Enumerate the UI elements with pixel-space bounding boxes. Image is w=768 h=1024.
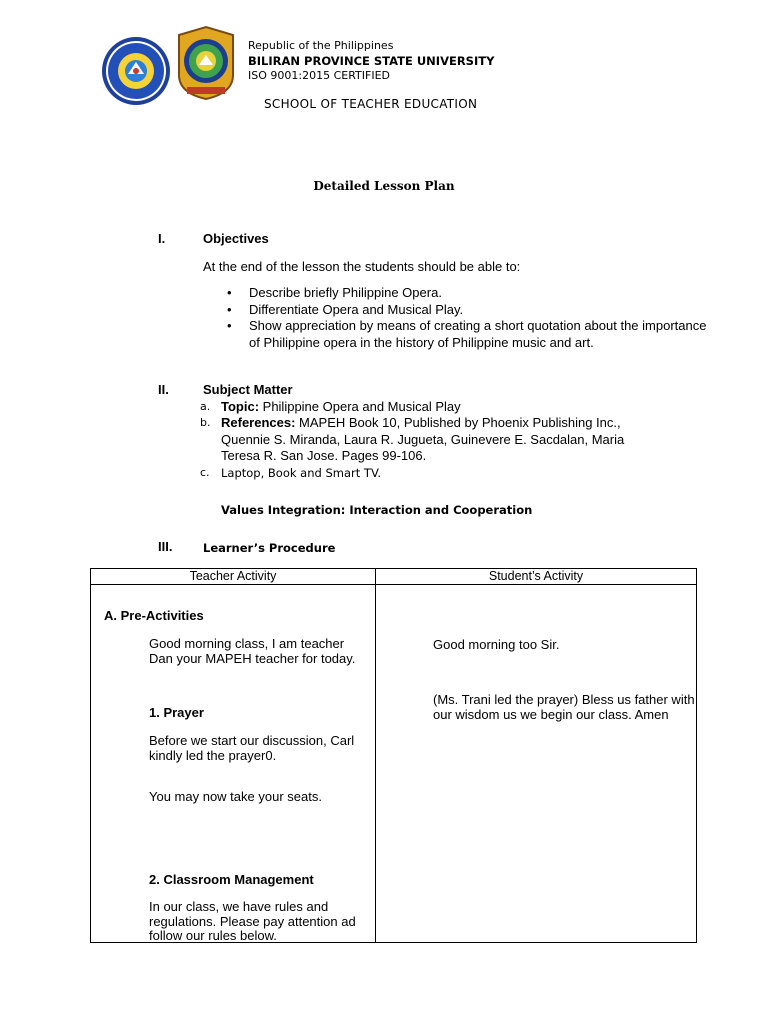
objectives-intro: At the end of the lesson the students should be able to: xyxy=(203,259,521,274)
procedure-table xyxy=(90,568,697,943)
bipsu-seal-logo xyxy=(101,36,171,106)
teacher-prayer-text: Before we start our discussion, Carl kindly led the prayer0. xyxy=(149,733,355,763)
objective-item: • Differentiate Opera and Musical Play. xyxy=(249,302,719,319)
section-numeral-procedure: III. xyxy=(158,539,173,554)
header-university: BILIRAN PROVINCE STATE UNIVERSITY xyxy=(248,54,495,68)
objective-item: • Describe briefly Philippine Opera. xyxy=(249,285,719,302)
values-integration: Values Integration: Interaction and Cooperation xyxy=(221,503,533,517)
section-numeral-subject: II. xyxy=(158,382,169,397)
materials-value: Laptop, Book and Smart TV. xyxy=(221,466,381,480)
school-of-teacher-education-seal-logo xyxy=(175,25,237,101)
header-iso: ISO 9001:2015 CERTIFIED xyxy=(248,69,391,82)
header-republic: Republic of the Philippines xyxy=(248,39,394,52)
teacher-seats: You may now take your seats. xyxy=(149,789,322,804)
item-label: c. xyxy=(200,466,210,479)
teacher-management-heading: 2. Classroom Management xyxy=(149,872,314,887)
header-school: SCHOOL OF TEACHER EDUCATION xyxy=(264,97,478,111)
section-numeral-objectives: I. xyxy=(158,231,166,246)
section-heading-procedure: Learner’s Procedure xyxy=(203,541,336,555)
column-header-teacher: Teacher Activity xyxy=(189,569,277,583)
objective-item: • Show appreciation by means of creating a short quotation about the importance of Philippine opera in the history of Philippine music and art. xyxy=(249,318,719,351)
student-greeting: Good morning too Sir. xyxy=(433,637,560,652)
section-heading-objectives: Objectives xyxy=(203,231,269,246)
topic-key: Topic: xyxy=(221,399,260,414)
section-heading-subject: Subject Matter xyxy=(203,382,293,397)
topic-value: Philippine Opera and Musical Play xyxy=(259,399,461,414)
teacher-prayer-heading: 1. Prayer xyxy=(149,705,204,720)
objectives-list xyxy=(203,285,719,351)
teacher-management-text: In our class, we have rules and regulations. Please pay attention ad follow our rules below. xyxy=(149,899,356,943)
teacher-greeting: Good morning class, I am teacher Dan your MAPEH teacher for today. xyxy=(149,636,356,666)
references-value: MAPEH Book 10, Published by Phoenix Publishing Inc., Quennie S. Miranda, Laura R. Jugueta, Guinevere E. Sacdalan, Maria Teresa R. San Jose. Pages 99-106. xyxy=(221,415,625,463)
column-header-student: Student’s Activity xyxy=(488,569,584,583)
item-label: a. xyxy=(200,400,211,413)
teacher-pre-activities: A. Pre-Activities xyxy=(104,608,204,623)
student-prayer: (Ms. Trani led the prayer) Bless us father with our wisdom us we begin our class. Amen xyxy=(433,692,695,722)
document-title: Detailed Lesson Plan xyxy=(313,179,455,193)
item-label: b. xyxy=(200,416,211,429)
references-key: References: xyxy=(221,415,296,430)
